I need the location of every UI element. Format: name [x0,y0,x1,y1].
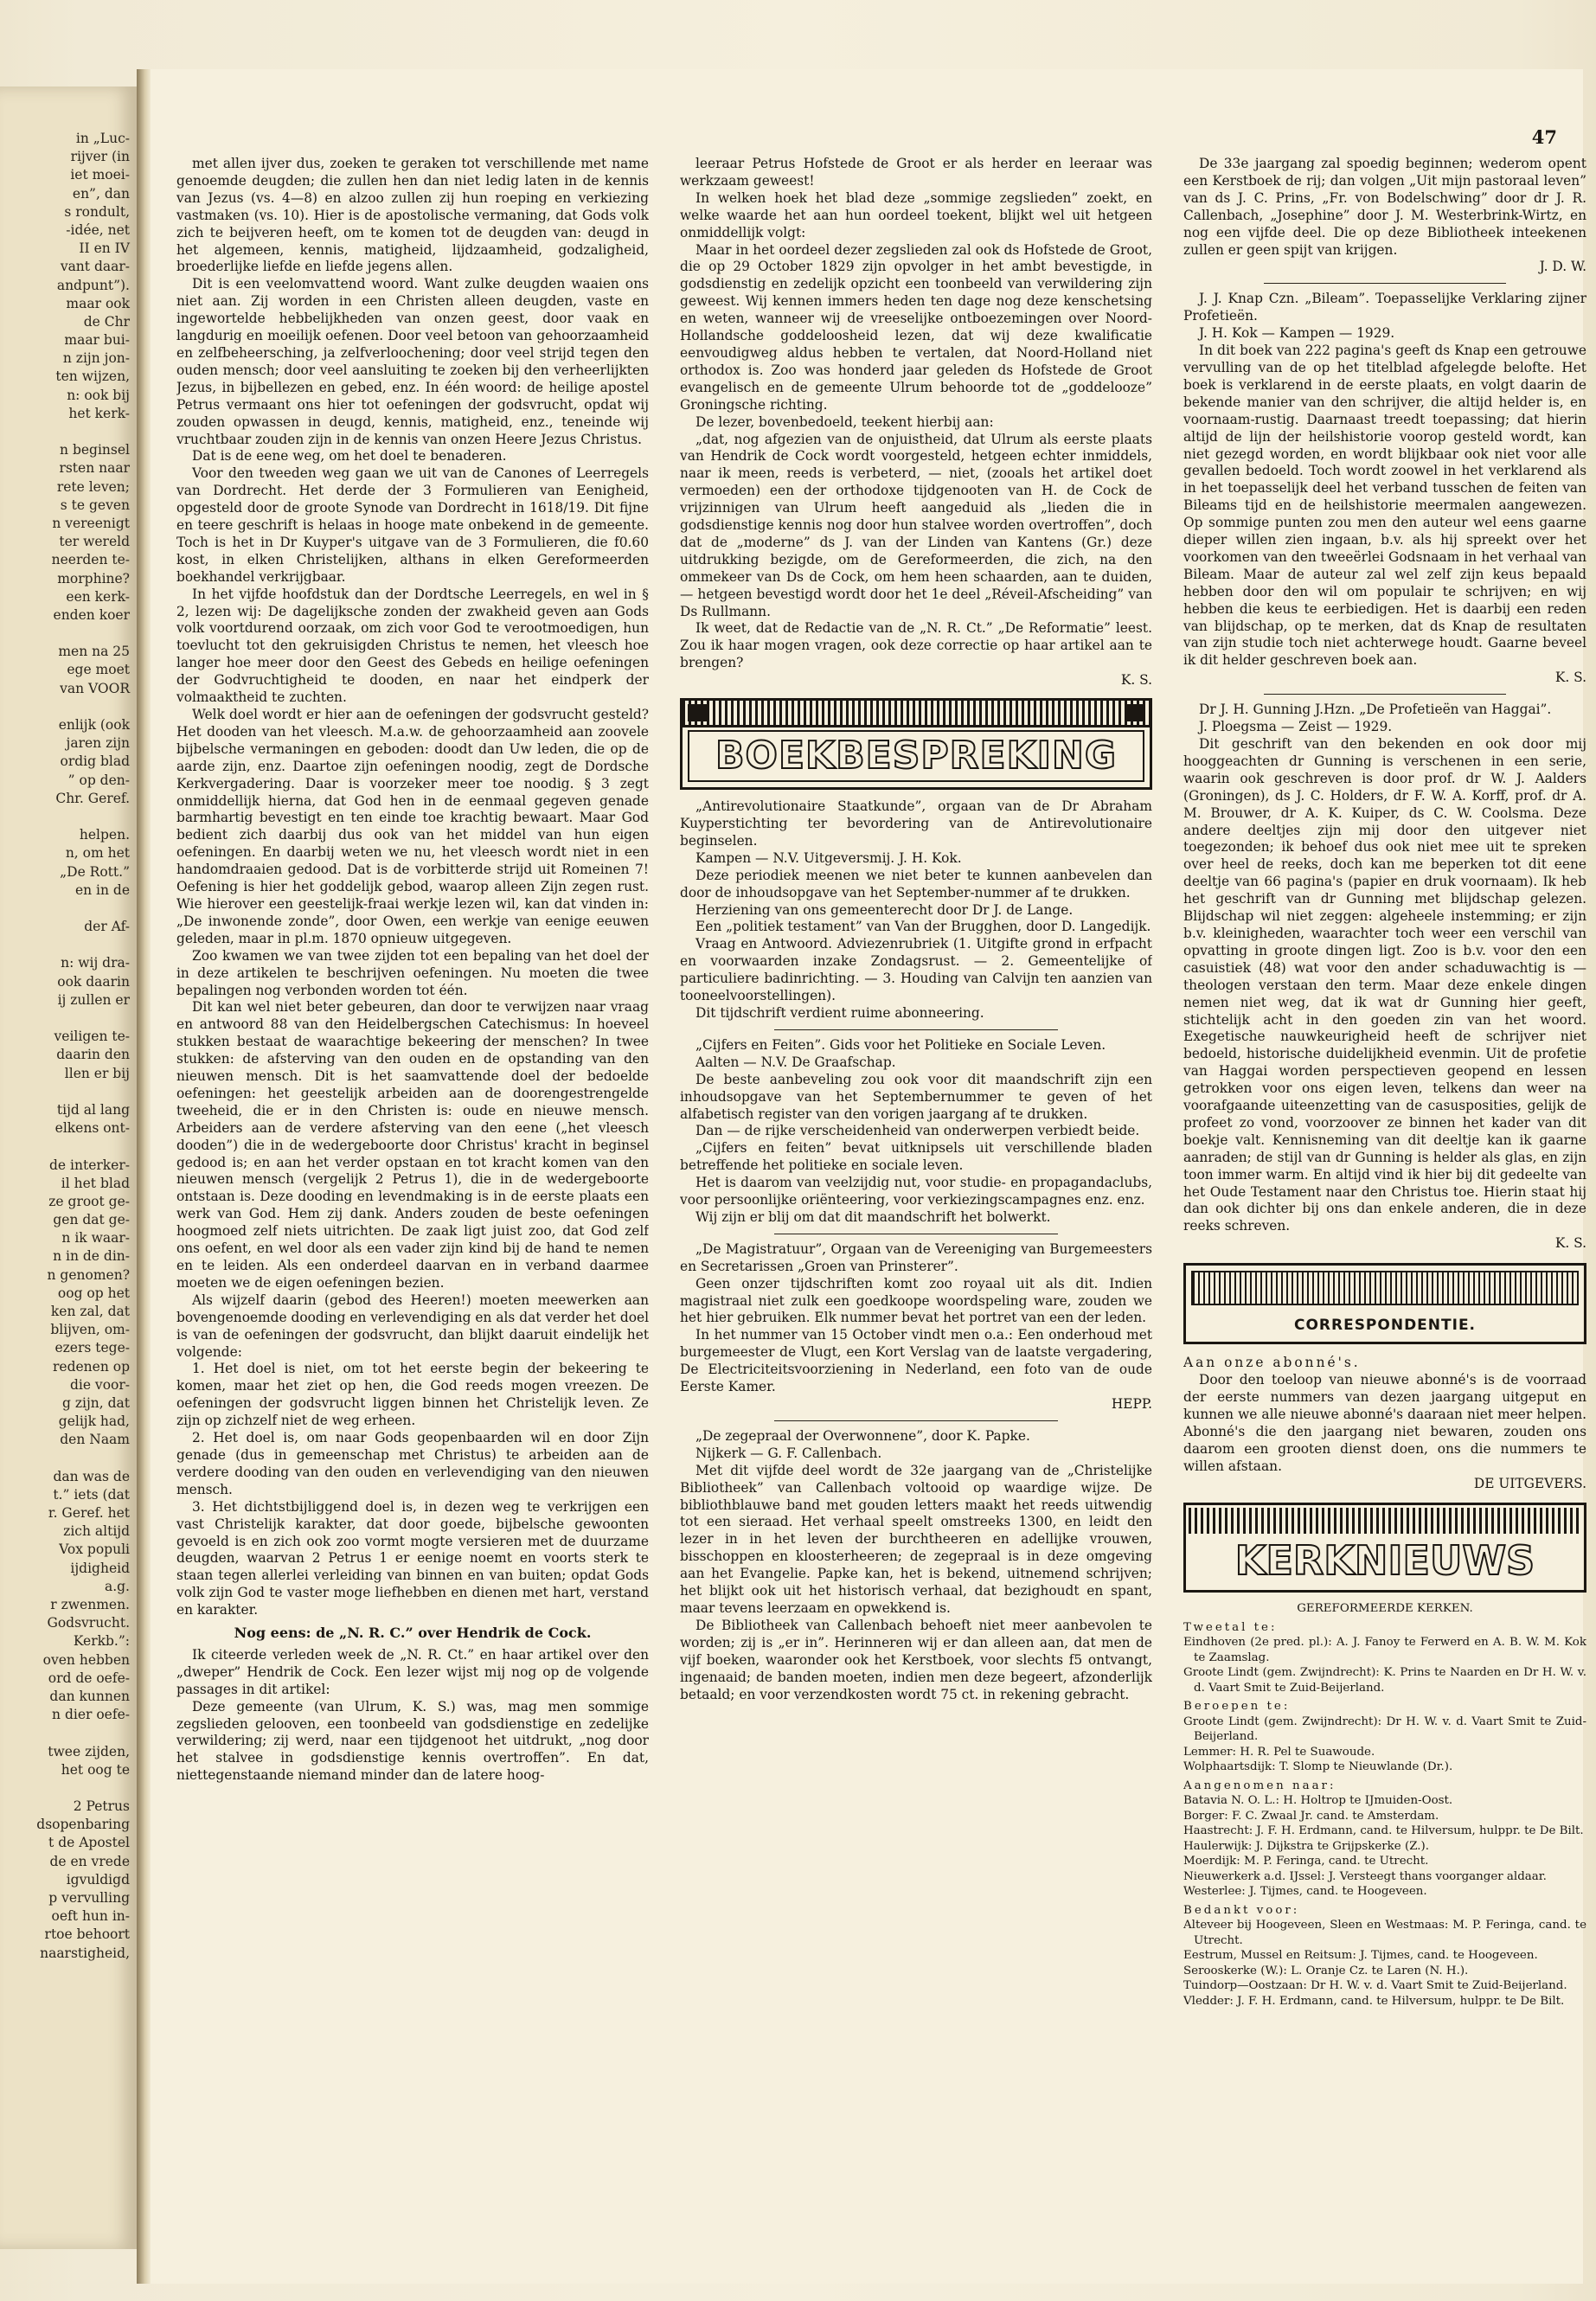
paragraph: In het vijfde hoofdstuk dan der Dordtsche Leerregels, en wel in § 2, lezen wij: De dagelijksche zonden der zwakheid geven aan Gods volk voortdurend oorzaak, om zich voor God te verootmoedigen, hun toevlucht tot den gekruisigden Christus te nemen, het vleesch hoe langer hoe meer door den Geest des Gebeds en heilige oefeningen der Godvruchtigheid te dooden, en naar het eindperk der volmaaktheid te zuchten. [176,586,649,706]
fragment-line: Godsvrucht. [47,1615,130,1631]
kerk-section-title: Bedankt voor: [1183,1903,1300,1917]
paragraph: met allen ijver dus, zoeken te geraken tot verschillende met name genoemde deugden; die zullen hen dan niet ledig laten in de kennis van Jezus (vs. 4—8) en alzoo zullen zij hun roeping en verkiezing vastmaken (vs. 10). Hier is de apostolische vermaning, dat Gods volk zich te beijveren heeft, om te komen tot de deugden van: deugd in het algemeen, kennis, matigheid, lijdzaamheid, godzaligheid, broederlijke liefde en liefde jegens allen. [176,156,649,275]
paragraph: De Bibliotheek van Callenbach behoeft niet meer aanbevolen te worden; zij is „er in”. Herinneren wij er dan alleen aan, dat men de vijf boeken, waaronder ook het Kerstboek, voor slechts f5 ontvangt, ingenaaid; de banden moeten, indien men deze begeert, afzonderlijk betaald; en voor verzendkosten wordt 75 ct. in rekening gebracht. [680,1617,1152,1702]
fragment-line: n ik waar- [61,1230,130,1247]
fragment-line: der Af- [84,919,130,935]
paragraph: Ik weet, dat de Redactie van de „N. R. Ct.” „De Reformatie” leest. Zou ik haar mogen vragen, ook deze correctie op haar artikel aan te brengen? [680,620,1152,671]
fragment-line: jaren zijn [66,735,130,752]
fragment-line: g zijn, dat [61,1394,130,1411]
fragment-line: van VOOR [60,680,130,696]
kerk-entry: Tuindorp—Oostzaan: Dr H. W. v. d. Vaart Smit te Zuid-Beijerland. [1183,1979,1567,1993]
fragment-line [36,1450,130,1468]
kerknieuws-banner [1183,1503,1586,1593]
paragraph: 3. Het dichtstbijliggend doel is, in dezen weg te verkrijgen een vast Christelijk karakter, dat door goede, bijbelsche gewoonten gevoeld is en zich ook zoo vormt mogte versieren met de duurzame deugden, waarvan 2 Petrus 1 er eenige noemt en voorts sterk te staan tegen allerlei verleiding van binnen en van buiten; opdat Gods volk zijn God te vaster moge liefhebben en dienen met hart, verstand en karakter. [176,1498,649,1618]
fragment-line: s te geven [60,497,130,513]
paragraph: Zoo kwamen we van twee zijden tot een bepaling van het doel der in deze artikelen te beschrijven oefeningen. Nu moeten die twee bepalingen nog verbonden worden tot één. [176,947,649,998]
paragraph: J. H. Kok — Kampen — 1929. [1199,325,1395,342]
kerk-entry: Moerdijk: M. P. Feringa, cand. te Utrecht. [1183,1855,1429,1868]
kerk-entry: Westerlee: J. Tijmes, cand. te Hoogeveen. [1183,1885,1427,1899]
fragment-line: oeft hun in- [51,1908,130,1925]
fragment-line: r zwenmen. [50,1597,130,1612]
fragment-line: in „Luc- [75,131,130,146]
kerk-entry: Eindhoven (2e pred. pl.): A. J. Fanoy te Ferwerd en A. B. W. M. Kok te Zaamslag. [1183,1636,1586,1664]
kerknieuws-title: KERKNIEUWS [1234,1537,1535,1585]
paragraph: De 33e jaargang zal spoedig beginnen; wederom opent een Kerstboek de rij; dan volgen „Uit mijn pastoraal leven” van ds J. C. Prins, „Fr. von Bodelschwing” door dr J. R. Callenbach, „Josephine” door J. M. Westerbrink-Wirtz, en nog een vijfde deel. Die op deze Bibliotheek inteekenen zullen er geen spijt van krijgen. [1183,156,1586,258]
fragment-line: n in de din- [53,1248,130,1265]
paragraph: 2. Het doel is, om naar Gods geopenbaarden wil en door Zijn genade (dus in gemeenschap met Christus) te arbeiden aan de verdere dooding van den ouden en verlevendiging van den nieuwen mensch. [176,1430,649,1497]
signature-hepp: HEPP. [1111,1396,1152,1412]
kerknieuws-list [1183,1620,1586,2009]
fragment-line: ten wijzen, [55,369,130,385]
fragment-line: vant daar- [60,259,130,275]
correspondentie-banner [1183,1263,1586,1344]
divider [774,1029,1058,1030]
fragment-line [36,1779,130,1798]
book-gutter [137,69,151,2284]
paragraph: J. Ploegsma — Zeist — 1929. [1199,719,1393,735]
fragment-line: de interker- [49,1157,130,1173]
fragment-line: de en vrede [49,1853,130,1869]
paragraph: In welken hoek het blad deze „sommige zegslieden” zoekt, en welke waarde het aan hun oordeel toekent, blijkt wel uit hetgeen onmiddellijk volgt: [680,189,1152,240]
fragment-line: helpen. [79,827,130,843]
fragment-line: n zijn jon- [62,350,130,367]
fragment-line: en in de [74,881,130,898]
kerk-section-title: Aangenomen naar: [1183,1779,1336,1792]
kerk-entry: Wolphaartsdijk: T. Slomp te Nieuwlande (Dr.). [1183,1760,1453,1774]
kerk-entry: Borger: F. C. Zwaal Jr. cand. te Amsterdam. [1183,1809,1439,1823]
section-heading: Nog eens: de „N. R. C.” over Hendrik de Cock. [234,1625,592,1642]
paragraph: J. J. Knap Czn. „Bileam”. Toepasselijke Verklaring zijner Profetieën. [1183,291,1586,324]
banner-ornament [1191,1271,1579,1305]
fragment-line [36,900,130,918]
fragment-line: n: ook bij [67,387,130,403]
paragraph: „De zegepraal der Overwonnene”, door K. Papke. [695,1427,1030,1444]
paragraph: „Cijfers en Feiten”. Gids voor het Politieke en Sociale Leven. [695,1036,1106,1053]
fragment-line: gen dat ge- [53,1212,130,1228]
fragment-line: oven hebben [42,1651,130,1668]
kerk-entry: Vledder: J. F. H. Erdmann, cand. te Hilversum, hulppr. te De Bilt. [1183,1994,1565,2008]
review-cijfers-en-feiten [680,1037,1152,1227]
paragraph: „Antirevolutionaire Staatkunde”, orgaan van de Dr Abraham Kuyperstichting ter bevordering van de Antirevolutionaire beginselen. [680,798,1152,849]
fragment-line: maar ook [66,295,130,311]
fragment-line: n, om het [65,845,130,862]
signature-ks: K. S. [1554,1235,1586,1252]
paragraph: Een „politiek testament” van Van der Brugghen, door D. Langedijk. [695,919,1151,935]
kerk-entry: Haulerwijk: J. Dijkstra te Grijpskerke (Z.). [1183,1839,1429,1853]
fragment-line: n: wij dra- [61,955,130,971]
newspaper-page [151,69,1586,2284]
fragment-line: t.” iets (dat [53,1486,130,1503]
paragraph: Dan — de rijke verscheidenheid van onderwerpen verbiedt beide. [695,1123,1140,1139]
fragment-line: ijdigheid [70,1560,130,1576]
fragment-line: dsopenbaring [36,1817,130,1833]
column-1-body [176,156,649,1619]
review-haggai [1183,702,1586,1235]
fragment-line: het oog te [61,1761,130,1778]
fragment-line [36,808,130,826]
fragment-line [36,1009,130,1028]
fragment-line: rsten naar [59,460,130,477]
fragment-line: morphine? [57,570,130,586]
fragment-line: den Naam [60,1432,130,1448]
kerk-entry: Nieuwerkerk a.d. IJssel: J. Versteegt thans voorganger aldaar. [1183,1869,1547,1883]
paragraph: leeraar Petrus Hofstede de Groot er als herder en leeraar was werkzaam geweest! [680,156,1152,189]
fragment-line: n dier oefe- [52,1707,130,1723]
fragment-line: het kerk- [68,405,130,421]
banner-corner-left [688,704,707,721]
fragment-line [36,1724,130,1742]
paragraph: Herziening van ons gemeenterecht door Dr J. de Lange. [695,901,1074,918]
fragment-line: -idée, net [66,221,130,238]
left-page-fragment [0,87,138,2249]
fragment-line: r. Geref. het [48,1505,130,1522]
fragment-line: elkens ont- [54,1120,130,1137]
kerk-section-title: Tweetal te: [1183,1620,1278,1634]
divider [774,1420,1058,1421]
fragment-line: ord de oefe- [48,1670,130,1686]
fragment-line: gelijk had, [58,1413,130,1430]
fragment-line: tijd al lang [56,1101,130,1118]
fragment-line: naarstigheid, [40,1945,130,1961]
paragraph: 1. Het doel is niet, om tot het eerste begin der bekeering te komen, maar het ziet op hen, die God reeds mogen vreezen. De oefeningen der godsvrucht liggen binnen het Christelijk leven. Ze zijn op zichzelf niet de weg erheen. [176,1361,649,1429]
fragment-line: s rondult, [64,203,130,220]
review-zegepraal [680,1428,1152,1704]
fragment-line [36,936,130,954]
fragment-line [36,1138,130,1156]
review-magistratuur [680,1241,1152,1396]
fragment-line: ken zal, dat [50,1304,130,1319]
fragment-line: llen er bij [64,1065,130,1081]
fragment-line: dan was de [53,1468,130,1484]
correspondentie-lead: Aan onze abonné's. [1183,1355,1361,1371]
paragraph: Dit geschrift van den bekenden en ook door mij hooggeachten dr Gunning is verschenen in een serie, waarin ook geschreven is door prof. dr W. J. Aalders (Groningen), ds J. C. Holders, dr F. W. A. Korff, prof. dr A. M. Brouwer, dr A. K. Kuiper, ds C. W. Coolsma. Deze andere deeltjes zijn mij door den uitgever niet toegezonden; ik behoef dus ook niet mee uit te spreken over heel de reeks, doch kan me beperken tot dit eene deeltje van 66 pagina's (papier en druk voornaam). Ik heb het geschrift van dr Gunning met blijdschap gelezen. Blijdschap wil niet zeggen: algeheele instemming; er zijn b.v. kleinigheden, waarachter toch weer een verschil van opvatting in groote dingen ligt. Zoo is b.v. voor den een casuistiek (48) wat voor den ander schaduwachtig is — theologen verstaan den term. Maar deze enkele dingen nemen niet weg, dat ik wat dr Gunning hier geeft, stichtelijk acht in den goeden zin van het woord. Exegetische nauwkeurigheid heeft de schrijver niet bedoeld, historische duidelijkheid evenmin. Uit de profetie van Haggai worden perspectieven geopend en lessen getrokken voor ons eigen leven, telkens dan weer na voorafgaande uiteenzetting van de casusposities, gelijk de profeet zo vond, voorzoover ze binnen het kader van dit boekje valt. Kennisneming van dit deeltje kan ik gaarne aanraden; de stijl van dr Gunning is helder als glas, en zijn toon immer warm. En altijd vind ik hier bij dit gedeelte van het Oude Testament naar den Christus toe. Hierin staat hij dan ook dichter bij ons dan enkele anderen, die in deze reeks schreven. [1183,736,1586,1234]
paragraph: In dit boek van 222 pagina's geeft ds Knap een getrouwe vervulling van de op het titelblad afgelegde belofte. Het boek is verklarend in de eerste plaats, en volgt daarin de bekende manier van den schrijver, die altijd helder is, en voornaam-rustig. Daarnaast treedt toepassing; dat hierin altijd de lijn der heilshistorie voorop gesteld wordt, kan niet gezegd worden, en wordt blijkbaar ook niet voor alle gevallen bedoeld. Toch wordt zoowel in het verklarend als in het toepasselijk deel het verband tusschen de feiten van Bileams tijd en de heilshistorie meermalen aangewezen. Op sommige punten zou men den auteur wel eens gaarne dieper willen zien ingaan, b.v. als hij spreekt over het voorkomen van den tweeërlei Godsnaam in het verhaal van Bileam. Maar de auteur zal wel zelf zijn keus bepaald hebben door den wil om populair te schrijven; en wij hebben die keus te eerbiedigen. Het is daarbij een reden van blijdschap, op te merken, dat ds Knap de resultaten van zijn studie toch niet achterwege houdt. Gaarne beveel ik dit helder geschreven boek aan. [1183,343,1586,669]
fragment-line: iet moei- [70,167,130,183]
fragment-line: men na 25 [58,644,130,660]
fragment-line: veiligen te- [54,1029,130,1045]
paragraph: Het is daarom van veelzijdig nut, voor studie- en propagandaclubs, voor persoonlijke oriënteering, voor verkiezingscampagnes enz. enz. [680,1175,1152,1208]
fragment-line: de Chr [83,313,130,330]
fragment-line: t de Apostel [48,1835,130,1851]
fragment-line: neerden te- [51,552,130,568]
fragment-line: en”, dan [72,185,130,202]
fragment-line: andpunt”). [56,277,130,293]
signature-ks: K. S. [1120,672,1152,689]
divider [1264,283,1506,284]
review-bileam [1183,291,1586,670]
paragraph: Vraag en Antwoord. Adviezenrubriek (1. Uitgifte grond in erfpacht en voorwaarden inzake Zondagsrust. — 2. Gemeentelijke of particuliere badinrichting. — 3. Houding van Calvijn ten aanzien van tooneelvoorstellingen). [680,936,1152,1004]
fragment-line: Vox populi [59,1541,130,1558]
page-number: 47 [1531,126,1557,148]
kerk-entry: Groote Lindt (gem. Zwijndrecht): K. Prins te Naarden en Dr H. W. v. d. Vaart Smit te Zuid-Beijerland. [1183,1666,1586,1695]
fragment-line: zich altijd [63,1523,130,1540]
paragraph: Als wijzelf daarin (gebod des Heeren!) moeten meewerken aan bovengenoemde dooding en verlevendiging en als dat verder het doel is van de oefeningen der godsvrucht, dan blijkt daaruit eindelijk het volgende: [176,1292,649,1360]
banner-title: BOEKBESPREKING [688,730,1144,782]
fragment-line: maar bui- [64,332,130,349]
fragment-line: Kerkb.”: [73,1633,130,1650]
fragment-line: il het blad [61,1175,130,1191]
column-1-section-body [176,1647,649,1785]
column-1 [176,156,649,2266]
paragraph: In het nummer van 15 October vindt men o.a.: Een onderhoud met burgemeester de Vlugt, een Kort Verslag van de laatste vergadering, De Electriciteitsvoorziening in Nederland, een foto van de oude Eerste Kamer. [680,1327,1152,1395]
paragraph: Deze periodiek meenen we niet beter te kunnen aanbevelen dan door de inhoudsopgave van het September-nummer af te drukken. [680,867,1152,901]
signature-jdw: J. D. W. [1539,259,1586,275]
fragment-line: ” op den- [67,772,130,788]
kerk-entry: Haastrecht: J. F. H. Erdmann, cand. te Hilversum, hulppr. te De Bilt. [1183,1824,1584,1838]
fragment-line: ze groot ge- [48,1193,130,1209]
paragraph: Wij zijn er blij om dat dit maandschrift het bolwerkt. [695,1208,1051,1225]
fragment-line: 2 Petrus [73,1798,130,1815]
fragment-line: die voor- [69,1376,130,1393]
kerk-entry: Batavia N. O. L.: H. Holtrop te IJmuiden-Oost. [1183,1794,1453,1808]
paragraph: De beste aanbeveling zou ook voor dit maandschrift zijn een inhoudsopgave van het Septembernummer te geven of het alfabetisch register van den vorigen jaargang af te drukken. [680,1071,1152,1122]
paragraph: Kampen — N.V. Uitgeversmij. J. H. Kok. [695,849,962,866]
correspondentie-title: CORRESPONDENTIE. [1293,1317,1477,1335]
correspondentie-text: Door den toeloop van nieuwe abonné's is de voorraad der eerste nummers van dezen jaargang uitgeput en kunnen we alle nieuwe abonné's daaraan niet meer helpen. Abonné's die den jaargang niet bewaren, zouden ons daarom een grooten dienst doen, ons die nummers te willen afstaan. [1183,1372,1586,1474]
banner-ornament [683,701,1150,727]
paragraph: Geen onzer tijdschriften komt zoo royaal uit als dit. Indien magistraal niet zulk een goedkoope woordspeling ware, zouden we het hier gebruiken. Elk nummer bevat het portret van een der leden. [680,1275,1152,1326]
paragraph: Voor den tweeden weg gaan we uit van de Canones of Leerregels van Dordrecht. Het derde der 3 Formulieren van Eenigheid, opgesteld door de groote Synode van Dordrecht in 1618/19. Dit fijne en teere geschrift is helaas in hooge mate onbekend in de gemeente. Toch is het in Dr Kuyper's uitgave van de 3 Formulieren, die f0.60 kost, in elken Christelijken, althans in elken Gereformeerden boekhandel verkrijgbaar. [176,465,649,585]
fragment-line [36,423,130,441]
fragment-line: n beginsel [60,442,130,458]
paragraph: Maar in het oordeel dezer zegslieden zal ook ds Hofstede de Groot, die op 29 October 1829 zijn opvolger in het ambt bevestigde, in godsdienstig en zedelijk opzicht een toonbeeld van verwildering zijn geweest. Wij kennen immers heden ten dage nog deze kenschetsing en weten, wanneer wij de vreeselijke ontboezemingen over Noord-Hollandsche goddeloosheid lezen, dat wij deze kwalificatie eenvoudigweg aldus hebben te vertalen, dat Noord-Holland niet orthodox is. Zoo was honderd jaar geleden ds Hofstede de Groot evangelisch en de gemeente Ulrum behoorde tot de „goddelooze” Groningsche richting. [680,241,1152,413]
fragment-line: II en IV [79,240,130,257]
paragraph: Dr J. H. Gunning J.Hzn. „De Profetieën van Haggai”. [1199,702,1552,718]
kerk-section-title: Beroepen te: [1183,1700,1291,1714]
fragment-line: blijven, om- [50,1322,130,1338]
column-2 [680,156,1152,2266]
paragraph: Deze gemeente (van Ulrum, K. S.) was, mag men sommige zegslieden gelooven, een toonbeeld van godsdienstige en zedelijke verwildering; zij werd, naar een tijdgenoot het uitdrukt, „nog door het stalvee in godsdienstige kennis overtroffen”. En dat, niettegenstaande niemand minder dan de latere hoog- [176,1698,649,1784]
fragment-line: ook daarin [57,973,130,990]
kerk-entry: Altevеer bij Hoogeveen, Sleen en Westmaas: M. P. Feringa, cand. te Utrecht. [1183,1919,1586,1947]
fragment-line: ege moet [67,662,130,678]
column-2-top [680,156,1152,672]
fragment-line [36,1083,130,1101]
signature-ks: K. S. [1554,670,1586,686]
kerk-entry: Lemmer: H. R. Pel te Suawoude. [1183,1745,1375,1759]
paragraph: De lezer, bovenbedoeld, teekent hierbij aan: [695,413,994,430]
paragraph: Dat is de eene weg, om het doel te benaderen. [192,448,507,465]
signature-uitgevers: DE UITGEVERS. [1473,1475,1586,1491]
fragment-line: redenen op [53,1358,130,1375]
paragraph: Nijkerk — G. F. Callenbach. [695,1445,882,1461]
fragment-line: twee zijden, [48,1743,130,1759]
fragment-line [36,698,130,716]
left-page-text [36,130,130,1963]
paragraph: „De Magistratuur”, Orgaan van de Vereeniging van Burgemeesters en Secretarissen „Groen van Prinsterer”. [680,1240,1152,1274]
paragraph: Welk doel wordt er hier aan de oefeningen der godsvrucht gesteld? Het dooden van het vleesch. M.a.w. de gehoorzaamheid aan zoovele bijbelsche vermaningen en geboden: doodt dan Uw leden, die op de aarde zijn, enz. Daartoe zijn oefeningen noodig, zegt de Dordsche Kerkvergadering. Daar is voorzeker meer toe noodig. § 3 zegt onmiddellijk hierna, dat God hen in de eenmaal gegeven genade barmhartig bevestigt en ten einde toe krachtig bewaart. Maar God bedient zich daarbij dus ook van het middel van hun eigen oefeningen. En daarbij weten we nu, het vleesch wordt niet in een handomdraaien gedood. Dat is de vorbitterde strijd uit Romeinen 7! Oefening is hier het goddelijk gebod, waarop alleen Zijn zegen rust. Wie hierover een geestelijk-fraai werkje lezen wil, kan dat vinden in: „De inwonende zonde”, door Owen, een werkje van eenige eeuwen geleden, maar in pl.m. 1870 opnieuw uitgegeven. [176,707,649,946]
paragraph: Aalten — N.V. De Graafschap. [695,1054,896,1070]
fragment-line: igvuldigd [66,1871,130,1888]
fragment-line: enden koer [53,606,130,623]
boekbespreking-banner [680,698,1152,790]
column-3-intro [1183,156,1586,259]
fragment-line: daarin den [56,1047,130,1063]
divider [1264,694,1506,695]
fragment-line: ter wereld [59,534,130,550]
fragment-line: oog op het [57,1285,130,1301]
fragment-line: a.g. [104,1578,130,1594]
fragment-line: ij zullen er [57,991,130,1008]
fragment-line: p vervulling [48,1890,130,1906]
fragment-line: rete leven; [56,478,130,495]
fragment-line: dan kunnen [49,1688,130,1704]
fragment-line: „De Rott.” [60,863,130,880]
paragraph: „Cijfers en feiten” bevat uitknipsels uit verschillende bladen betreffende het politieke en sociale leven. [680,1140,1152,1174]
kerk-entry: Groote Lindt (gem. Zwijndrecht): Dr H. W. v. d. Vaart Smit te Zuid-Beijerland. [1183,1715,1586,1744]
kerk-heading: GEREFORMEERDE KERKEN. [1297,1602,1473,1616]
fragment-line: rtoe behoort [44,1926,130,1943]
fragment-line [36,625,130,643]
paragraph: Dit is een veelomvattend woord. Want zulke deugden waaien ons niet aan. Zij worden in een Christen alleen deugden, vaste en ingewortelde hebbelijkheden van onzen geest, door vaak en langdurig en moeilijk oefenen. Door veel betoon van gehoorzaamheid en zelfbeheersching, ja zelfverloochening; door veel strijd tegen den ouden mensch; door veel aansluiting te zoeken bij den verheerlijkten Jezus, in bijbellezen en gebed, enz. In één woord: de heilige apostel Petrus vermaant ons hier tot oefeningen der godsvrucht, opdat wij zouden opwassen in deugd, kennis, matigheid, enz., teneinde wij vruchtbaar zouden zijn in de kennis van onzen Heere Jezus Christus. [176,276,649,447]
kerk-entry: Serooskerke (W.): L. Oranje Cz. te Laren (N. H.). [1183,1964,1469,1977]
paragraph: Dit kan wel niet beter gebeuren, dan door te verwijzen naar vraag en antwoord 88 van den Heidelbergschen Catechismus: In hoeveel stukken bestaat de waarachtige bekeering der menschen? In twee stukken: de afsterving van den ouden en de opstanding van den nieuwen mensch. Dit is het saamvattende doel der bedoelde oefeningen: het geestelijk arbeiden aan de doorengestrengelde tweeheid, die er in den Christen is: oude en nieuwe mensch. Arbeiders aan de verdere afsterving van den eene („het vleesch dooden”) die in de wedergeboorte door Christus' kracht in beginsel gedood is; en aan het verder opstaan en tot kracht komen van den nieuwen mensch (vergelijk 2 Petrus 1), die in de wedergeboorte ontstaan is. Deze dooding en levendmaking is in de eerste plaats een werk van God. Hem zij dank. Anders zouden de beste oefeningen hoogmoed zelf niets uitrichten. De zaak ligt juist zoo, dat God zelf ons oefent, en wel door als een vader zijn kind bij de hand te nemen en te leiden. Als een onderdeel daarvan en in verband daarmee moeten we de eigen oefeningen bezien. [176,999,649,1291]
review-antirevolutionaire-staatkunde [680,798,1152,1022]
fragment-line: rijver (in [70,149,130,165]
paragraph: Met dit vijfde deel wordt de 32e jaargang van de „Christelijke Bibliotheek” van Callenbach voltooid op waardige wijze. De bibliothblauwe band met gouden letters maakt het reeds uitwendig tot een sieraad. Het verhaal speelt omstreeks 1300, en leidt den lezer in in het leven der burchtheeren en adellijke vrouwen, bisschoppen en kloosterheeren; de zegepraal is in deze omgeving aan het Evangelie. Papke kan, het is bekend, uitnemend schrijven; het blijkt ook uit het historisch verhaal, dat bezighoudt en spant, maar tevens leerzaam en opwekkend is. [680,1462,1152,1616]
paragraph: Dit tijdschrift verdient ruime abonneering. [695,1004,984,1021]
paragraph: „dat, nog afgezien van de onjuistheid, dat Ulrum als eerste plaats van Hendrik de Cock wordt voorgesteld, hetgeen echter inmiddels, naar ik meen, reeds is verbeterd, — niet, (zooals het artikel doet vermoeden) een der orthodoxe tijdgenooten van H. de Cock de vrijzinnigen van Ulrum heeft aangeduid als „lieden die in godsdienstige kennis nog door hun stalvee worden overtroffen”, doch dat de „moderne” ds J. van der Linden van Kantens (Gr.) deze uitdrukking bezigde, om de Gereformeerden, die zich, na den ommekeer van Ds de Cock, om hem heen schaarden, aan te duiden, — hetgeen bevestigd wordt door het 1e deel „Réveil-Afscheiding” van Ds Rullmann. [680,431,1152,619]
fragment-line: enlijk (ook [58,717,130,733]
banner-corner-right [1125,704,1144,721]
kerk-entry: Eestrum, Mussel en Reitsum: J. Tijmes, cand. te Hoogeveen. [1183,1949,1538,1963]
paragraph: Ik citeerde verleden week de „N. R. Ct.” en haar artikel over den „dweper” Hendrik de Cock. Een lezer wijst mij nog op de volgende passages in dit artikel: [176,1646,649,1697]
fragment-line: ezers tege- [54,1340,130,1356]
fragment-line: Chr. Geref. [55,790,130,806]
fragment-line: ordig blad [60,753,130,770]
fragment-line: een kerk- [66,588,130,605]
banner-ornament [1189,1508,1581,1534]
fragment-line: n genomen? [47,1266,130,1283]
column-3 [1183,156,1586,2266]
fragment-line: n vereenigt [52,515,130,531]
